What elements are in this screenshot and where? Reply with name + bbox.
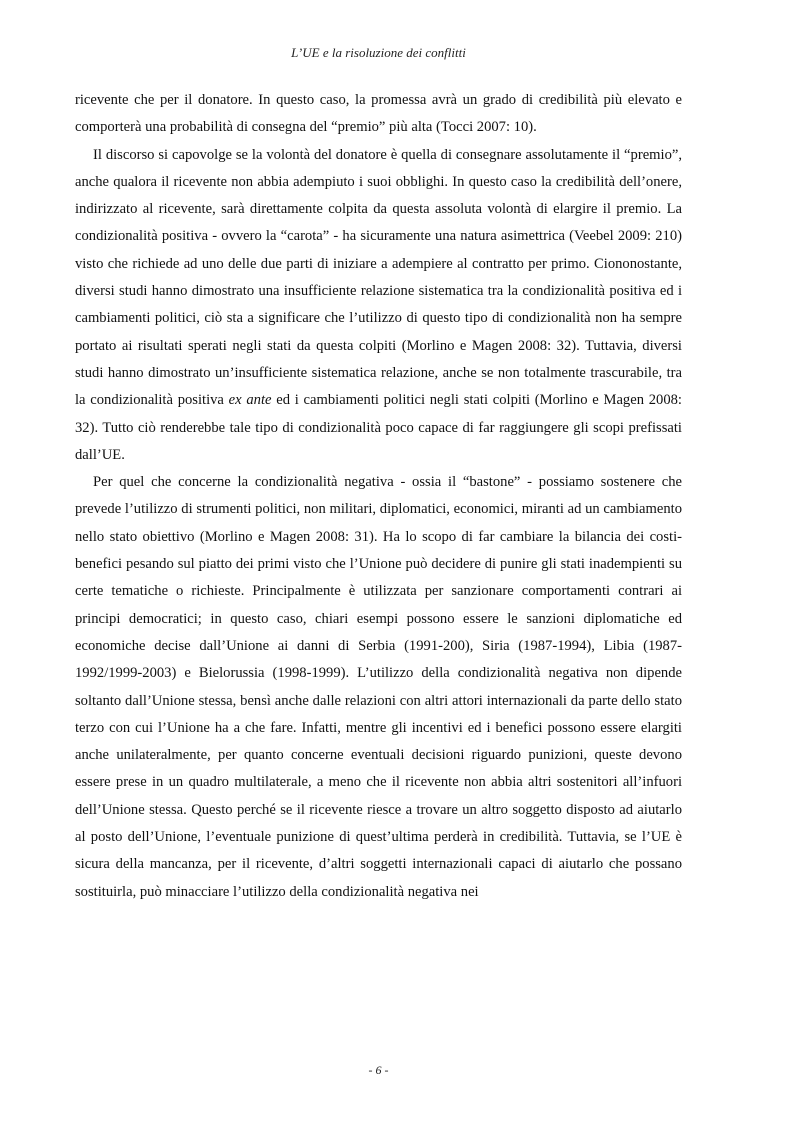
page-number: - 6 - — [368, 1063, 389, 1077]
paragraph-2-italic-term: ex ante — [228, 392, 272, 409]
paragraph-2-text-a: Il discorso si capovolge se la volontà del donatore è quella di consegnare assolutamente il “premio”, anche qualora il ricevente non abbia adempiuto i suoi obblighi. In questo caso la credibilità dell’onere, indirizzato al ricevente, sarà direttamente colpita da questa assoluta volontà di elargire il premio. La condizionalità positiva - ovvero la “carota” - ha sicuramente una natura asimettrica (Veebel 2009: 210) visto che richiede ad uno delle due parti di iniziare a adempiere al contratto per primo. Ciononostante, diversi studi hanno dimostrato una insufficiente relazione sistematica tra la condizionalità positiva ed i cambiamenti politici, ciò sta a significare che l’utilizzo di questo tipo di condizionalità non ha sempre portato ai risultati sperati negli stati da questa colpiti (Morlino e Magen 2008: 32). Tuttavia, diversi studi hanno dimostrato un’insufficiente sistematica relazione, anche se non totalmente trascurabile, tra la condizionalità positiva — [75, 146, 682, 409]
paragraph-2 — [75, 142, 682, 470]
paragraph-2-text-b: ed i cambiamenti politici negli stati colpiti (Morlino e Magen 2008: 32). Tutto ciò renderebbe tale tipo di condizionalità poco capace di far raggiungere gli scopi prefissati dall’UE. — [75, 392, 682, 463]
paragraph-1: ricevente che per il donatore. In questo caso, la promessa avrà un grado di credibilità più elevato e comporterà una probabilità di consegna del “premio” più alta (Tocci 2007: 10). — [75, 92, 682, 136]
running-header: L’UE e la risoluzione dei conflitti — [291, 45, 466, 60]
document-body — [75, 87, 682, 906]
paragraph-3: Per quel che concerne la condizionalità negativa - ossia il “bastone” - possiamo sostenere che prevede l’utilizzo di strumenti politici, non militari, diplomatici, economici, miranti ad un cambiamento nello stato obiettivo (Morlino e Magen 2008: 31). Ha lo scopo di far cambiare la bilancia dei costi-benefici pesando sul piatto dei primi visto che l’Unione può decidere di punire gli stati inadempienti su certe tematiche o richieste. Principalmente è utilizzata per sanzionare comportamenti contrari ai principi democratici; in questo caso, chiari esempi possono essere le sanzioni diplomatiche ed economiche decise dall’Unione ai danni di Serbia (1991-200), Siria (1987-1994), Libia (1987-1992/1999-2003) e Bielorussia (1998-1999). L’utilizzo della condizionalità negativa non dipende soltanto dall’Unione stessa, bensì anche dalle relazioni con altri attori internazionali da parte dello stato terzo con cui l’Unione ha a che fare. Infatti, mentre gli incentivi ed i benefici possono essere elargiti anche unilateralmente, per quanto concerne eventuali decisioni riguardo punizioni, queste devono essere prese in un quadro multilaterale, a meno che il ricevente non abbia altri sostenitori all’infuori dell’Unione stessa. Questo perché se il ricevente riesce a trovare un altro soggetto disposto ad aiutarlo al posto dell’Unione, l’eventuale punizione di quest’ultima perderà in credibilità. Tuttavia, se l’UE è sicura della mancanza, per il ricevente, d’altri soggetti internazionali capaci di aiutarlo che possano sostituirla, può minacciare l’utilizzo della condizionalità negativa nei — [75, 474, 682, 900]
